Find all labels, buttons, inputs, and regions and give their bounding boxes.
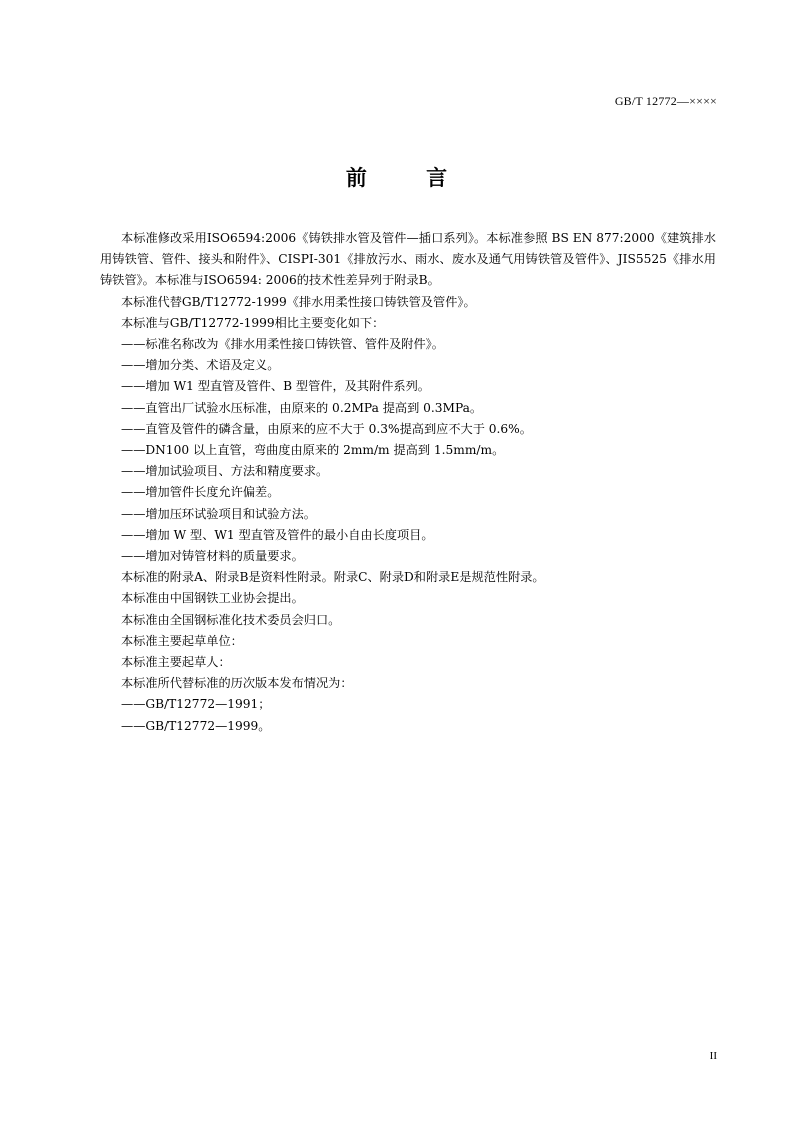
paragraph-proposer: 本标准由中国钢铁工业协会提出。: [121, 591, 304, 606]
history-item: ——GB/T12772—1999。: [121, 718, 271, 733]
paragraph-drafters: 本标准主要起草人：: [121, 655, 231, 670]
history-item: ——GB/T12772—1991；: [121, 697, 271, 712]
paragraph-replacement: 本标准代替GB/T12772-1999《排水用柔性接口铸铁管及管件》。: [121, 294, 476, 309]
change-item: ——增加 W1 型直管及管件、B 型管件，及其附件系列。: [121, 379, 430, 394]
paragraph-drafting-units: 本标准主要起草单位：: [121, 633, 243, 648]
change-item: ——DN100 以上直管，弯曲度由原来的 2mm/m 提高到 1.5mm/m。: [121, 443, 505, 458]
paragraph-committee: 本标准由全国钢标准化技术委员会归口。: [121, 612, 341, 627]
foreword-body: [100, 228, 716, 737]
page-number: II: [709, 1050, 717, 1062]
change-item: ——增加管件长度允许偏差。: [121, 485, 280, 500]
paragraph-changes-intro: 本标准与GB/T12772-1999相比主要变化如下：: [121, 315, 385, 330]
change-item: ——增加压环试验项目和试验方法。: [121, 506, 316, 521]
paragraph-adoption: 本标准修改采用ISO6594:2006《铸铁排水管及管件—插口系列》。本标准参照 BS EN 877:2000《建筑排水用铸铁管、管件、接头和附件》、CISPI-301《排放污水、雨水、废水及通气用铸铁管及管件》、JIS5525《排水用铸铁管》。本标准与ISO6594: 2006的技术性差异列于附录B。: [100, 231, 716, 288]
change-item: ——直管出厂试验水压标准，由原来的 0.2MPa 提高到 0.3MPa。: [121, 400, 483, 415]
change-item: ——增加分类、术语及定义。: [121, 358, 280, 373]
change-item: ——增加对铸管材料的质量要求。: [121, 549, 304, 564]
change-item: ——增加试验项目、方法和精度要求。: [121, 464, 329, 479]
standard-code: GB/T 12772—××××: [614, 94, 717, 108]
change-item: ——直管及管件的磷含量，由原来的应不大于 0.3%提高到应不大于 0.6%。: [121, 421, 532, 436]
paragraph-annexes: 本标准的附录A、附录B是资料性附录。附录C、附录D和附录E是规范性附录。: [121, 570, 545, 585]
paragraph-history-intro: 本标准所代替标准的历次版本发布情况为：: [121, 676, 353, 691]
change-item: ——标准名称改为《排水用柔性接口铸铁管、管件及附件》。: [121, 337, 444, 352]
page-title: 前 言: [345, 166, 474, 190]
change-item: ——增加 W 型、W1 型直管及管件的最小自由长度项目。: [121, 527, 434, 542]
